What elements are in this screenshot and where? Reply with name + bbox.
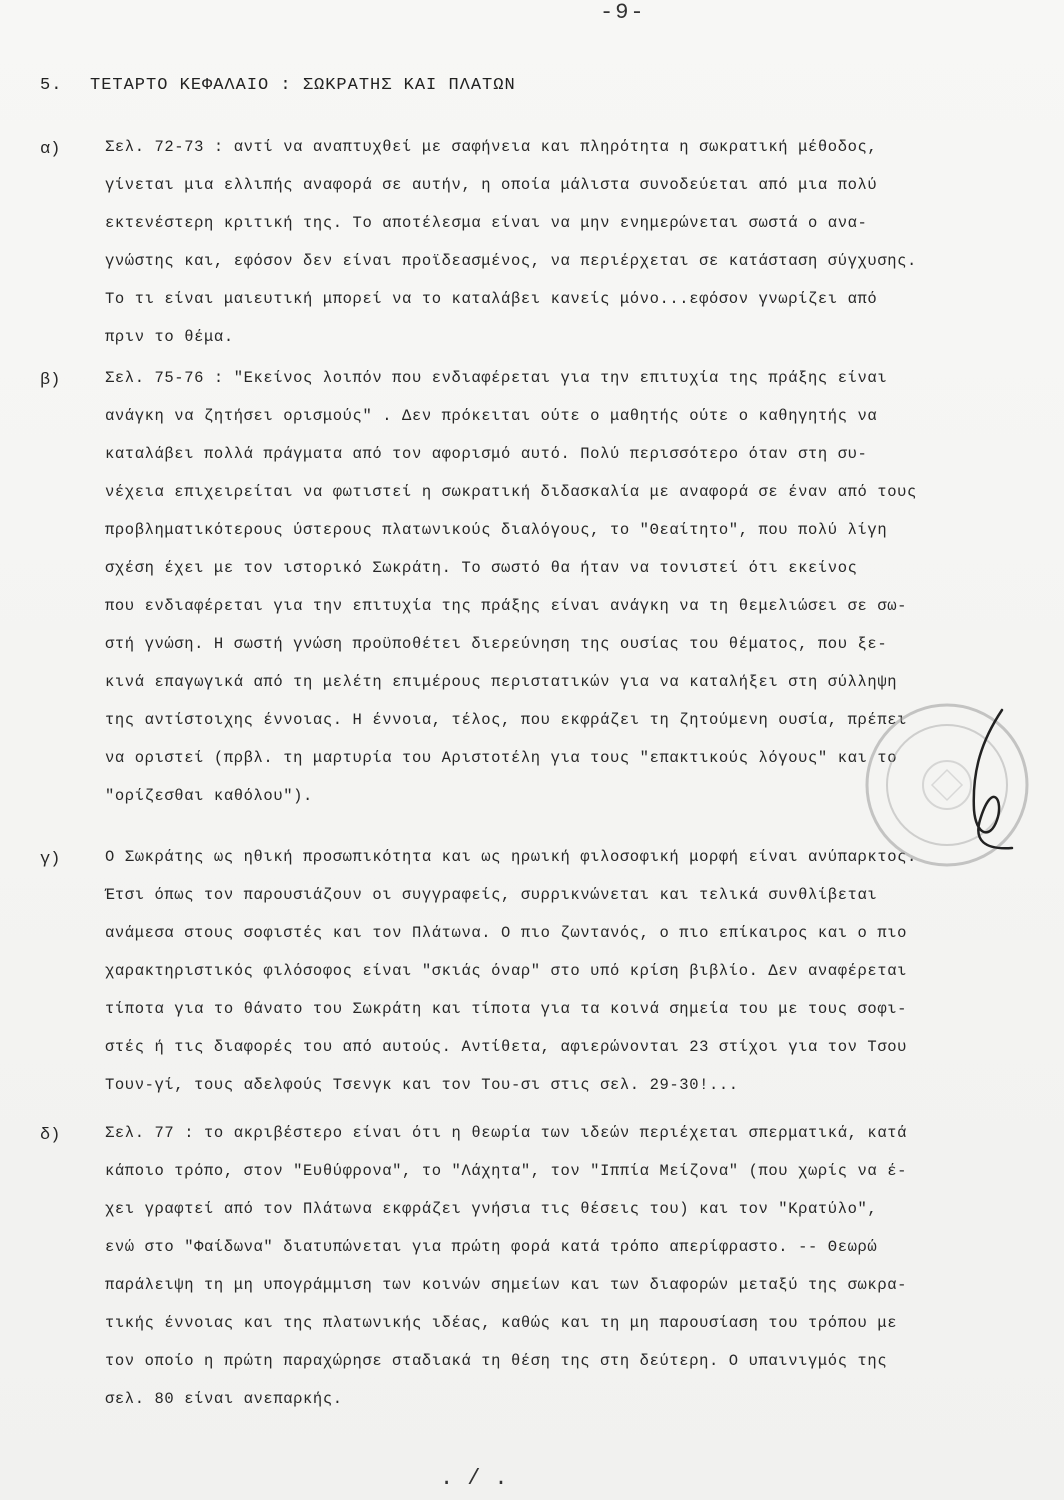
text-line: καταλάβει πολλά πράγματα από τον αφορισμό αυτό. Πολύ περισσότερο όταν στη συ- [105,445,868,463]
section-marker: α) [40,140,61,159]
text-line: Ο Σωκράτης ως ηθική προσωπικότητα και ως ηρωική φιλοσοφική μορφή είναι ανύπαρκτος. [105,848,917,866]
text-line: εκτενέστερη κριτική της. Το αποτέλεσμα είναι να μην ενημερώνεται σωστά ο ανα- [105,214,868,232]
text-line: να οριστεί (πρβλ. τη μαρτυρία του Αριστοτέλη για τους "επακτικούς λόγους" και το [105,749,898,767]
text-line: της αντίστοιχης έννοιας. Η έννοια, τέλος, που εκφράζει τη ζητούμενη ουσία, πρέπει [105,711,908,729]
text-line: ενώ στο "Φαίδωνα" διατυπώνεται για πρώτη φορά κατά τρόπο απερίφραστο. -- Θεωρώ [105,1238,878,1256]
text-line: στές ή τις διαφορές του από αυτούς. Αντίθετα, αφιερώνονται 23 στίχοι για τον Τσου [105,1038,908,1056]
text-line: πριν το θέμα. [105,328,234,346]
text-line: τίποτα για το θάνατο του Σωκράτη και τίποτα για τα κοινά σημεία του με τους σοφι- [105,1000,908,1018]
text-line: Έτσι όπως τον παρουσιάζουν οι συγγραφείς, συρρικνώνεται και τελικά συνθλίβεται [105,886,878,904]
page-number: -9- [600,0,646,25]
text-line: τικής έννοιας και της πλατωνικής ιδέας, καθώς και τη μη παρουσίαση του τρόπου με [105,1314,898,1332]
text-line: που ενδιαφέρεται για την επιτυχία της πράξης είναι ανάγκη να τη θεμελιώσει σε σω- [105,597,908,615]
section-marker: β) [40,371,61,390]
text-line: "ορίζεσθαι καθόλου"). [105,787,313,805]
text-line: νέχεια επιχειρείται να φωτιστεί η σωκρατική διδασκαλία με αναφορά σε έναν από τους [105,483,917,501]
text-line: σελ. 80 είναι ανεπαρκής. [105,1390,343,1408]
text-line: στή γνώση. Η σωστή γνώση προϋποθέτει διερεύνηση της ουσίας του θέματος, που ξε- [105,635,888,653]
official-stamp [862,700,1032,870]
text-line: Τουν-γί, τους αδελφούς Τσενγκ και τον Του-σι στις σελ. 29-30!... [105,1076,739,1094]
text-line: κινά επαγωγικά από τη μελέτη επιμέρους περιστατικών για να καταλήξει στη σύλληψη [105,673,898,691]
section-marker: δ) [40,1126,61,1145]
chapter-title: ΤΕΤΑΡΤΟ ΚΕΦΑΛΑΙΟ : ΣΩΚΡΑΤΗΣ ΚΑΙ ΠΛΑΤΩΝ [90,76,516,95]
section-marker: γ) [40,850,61,869]
text-line: προβληματικότερους ύστερους πλατωνικούς διαλόγους, το "Θεαίτητο", που πολύ λίγη [105,521,888,539]
text-line: γίνεται μια ελλιπής αναφορά σε αυτήν, η οποία μάλιστα συνοδεύεται από μια πολύ [105,176,878,194]
text-line: ανάμεσα στους σοφιστές και τον Πλάτωνα. Ο πιο ζωντανός, ο πιο επίκαιρος και ο πιο [105,924,908,942]
text-line: ανάγκη να ζητήσει ορισμούς" . Δεν πρόκειται ούτε ο μαθητής ούτε ο καθηγητής να [105,407,878,425]
text-line: χει γραφτεί από τον Πλάτωνα εκφράζει γνήσια τις θέσεις του) και τον "Κρατύλο", [105,1200,878,1218]
chapter-number: 5. [40,76,63,95]
text-line: σχέση έχει με τον ιστορικό Σωκράτη. Το σωστό θα ήταν να τονιστεί ότι εκείνος [105,559,858,577]
text-line: Σελ. 75-76 : "Εκείνος λοιπόν που ενδιαφέρεται για την επιτυχία της πράξης είναι [105,369,888,387]
text-line: Το τι είναι μαιευτική μπορεί να το καταλάβει κανείς μόνο...εφόσον γνωρίζει από [105,290,878,308]
text-line: γνώστης και, εφόσον δεν είναι προϊδεασμένος, να περιέρχεται σε κατάσταση σύγχυσης. [105,252,917,270]
text-line: παράλειψη τη μη υπογράμμιση των κοινών σημείων και των διαφορών μεταξύ της σωκρα- [105,1276,908,1294]
text-line: χαρακτηριστικός φιλόσοφος είναι "σκιάς όναρ" στο υπό κρίση βιβλίο. Δεν αναφέρεται [105,962,908,980]
text-line: κάποιο τρόπο, στον "Ευθύφρονα", το "Λάχητα", τον "Ιππία Μείζονα" (που χωρίς να έ- [105,1162,908,1180]
text-line: τον οποίο η πρώτη παραχώρησε σταδιακά τη θέση της στη δεύτερη. Ο υπαινιγμός της [105,1352,888,1370]
text-line: Σελ. 72-73 : αντί να αναπτυχθεί με σαφήνεια και πληρότητα η σωκρατική μέθοδος, [105,138,878,156]
text-line: Σελ. 77 : το ακριβέστερο είναι ότι η θεωρία των ιδεών περιέχεται σπερματικά, κατά [105,1124,908,1142]
chapter-heading [40,76,516,95]
end-mark: ./. [440,1466,522,1491]
